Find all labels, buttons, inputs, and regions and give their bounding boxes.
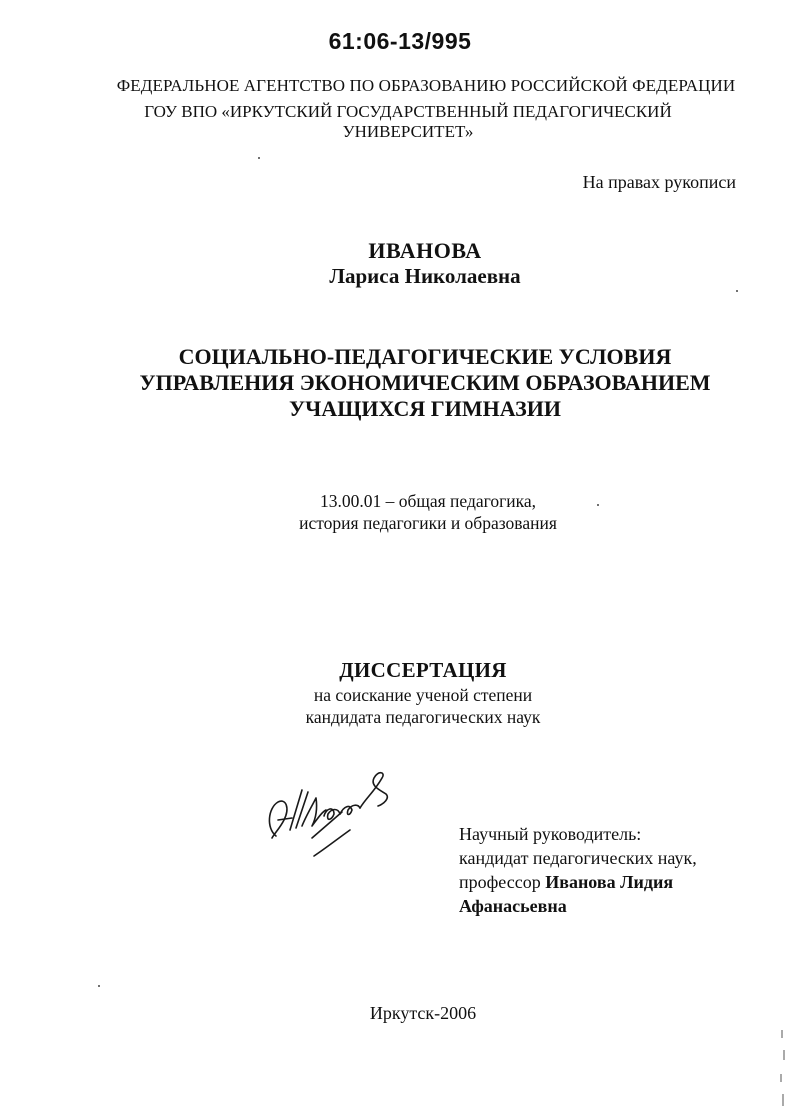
specialty-code [0,490,792,534]
thesis-title-line-2: УПРАВЛЕНИЯ ЭКОНОМИЧЕСКИМ ОБРАЗОВАНИЕМ [139,370,711,395]
supervisor-name-line [459,870,697,894]
thesis-title-line-1: СОЦИАЛЬНО-ПЕДАГОГИЧЕСКИЕ УСЛОВИЯ [178,344,672,369]
dissertation-label: ДИССЕРТАЦИЯ [339,658,507,682]
degree-line-1: на соискание ученой степени [313,685,533,705]
scan-speck [597,504,599,506]
degree-text [0,684,792,728]
university-name [0,102,792,142]
university-line-1: ГОУ ВПО «ИРКУТСКИЙ ГОСУДАРСТВЕННЫЙ ПЕДАГОГИЧЕСКИЙ [144,102,672,121]
handwritten-signature [262,768,402,858]
supervisor-rank: кандидат педагогических наук, [459,848,697,868]
specialty-line-2: история педагогики и образования [299,513,557,533]
thesis-title [0,344,792,422]
manuscript-note: На правах рукописи [582,172,736,192]
supervisor-block [459,822,697,918]
supervisor-heading: Научный руководитель: [459,824,642,844]
specialty-line-1: 13.00.01 – общая педагогика, [319,491,537,511]
catalog-number: 61:06-13/995 [328,28,472,54]
scan-edge-marks [778,1030,788,1110]
scan-speck [736,290,738,292]
degree-line-2: кандидата педагогических наук [305,707,541,727]
author-given-names: Лариса Николаевна [329,264,521,288]
scan-speck [258,157,260,159]
supervisor-title-prefix: профессор [459,872,541,892]
city-year: Иркутск-2006 [369,1003,477,1023]
university-line-2: УНИВЕРСИТЕТ» [342,122,474,141]
agency-name: ФЕДЕРАЛЬНОЕ АГЕНТСТВО ПО ОБРАЗОВАНИЮ РОССИЙСКОЙ ФЕДЕРАЦИИ [116,76,736,95]
thesis-title-line-3: УЧАЩИХСЯ ГИМНАЗИИ [289,396,561,421]
scan-speck [98,985,100,987]
author-surname: ИВАНОВА [368,238,482,263]
supervisor-name-part-2: Афанасьевна [459,896,567,916]
supervisor-name-part-1: Иванова Лидия [545,872,674,892]
